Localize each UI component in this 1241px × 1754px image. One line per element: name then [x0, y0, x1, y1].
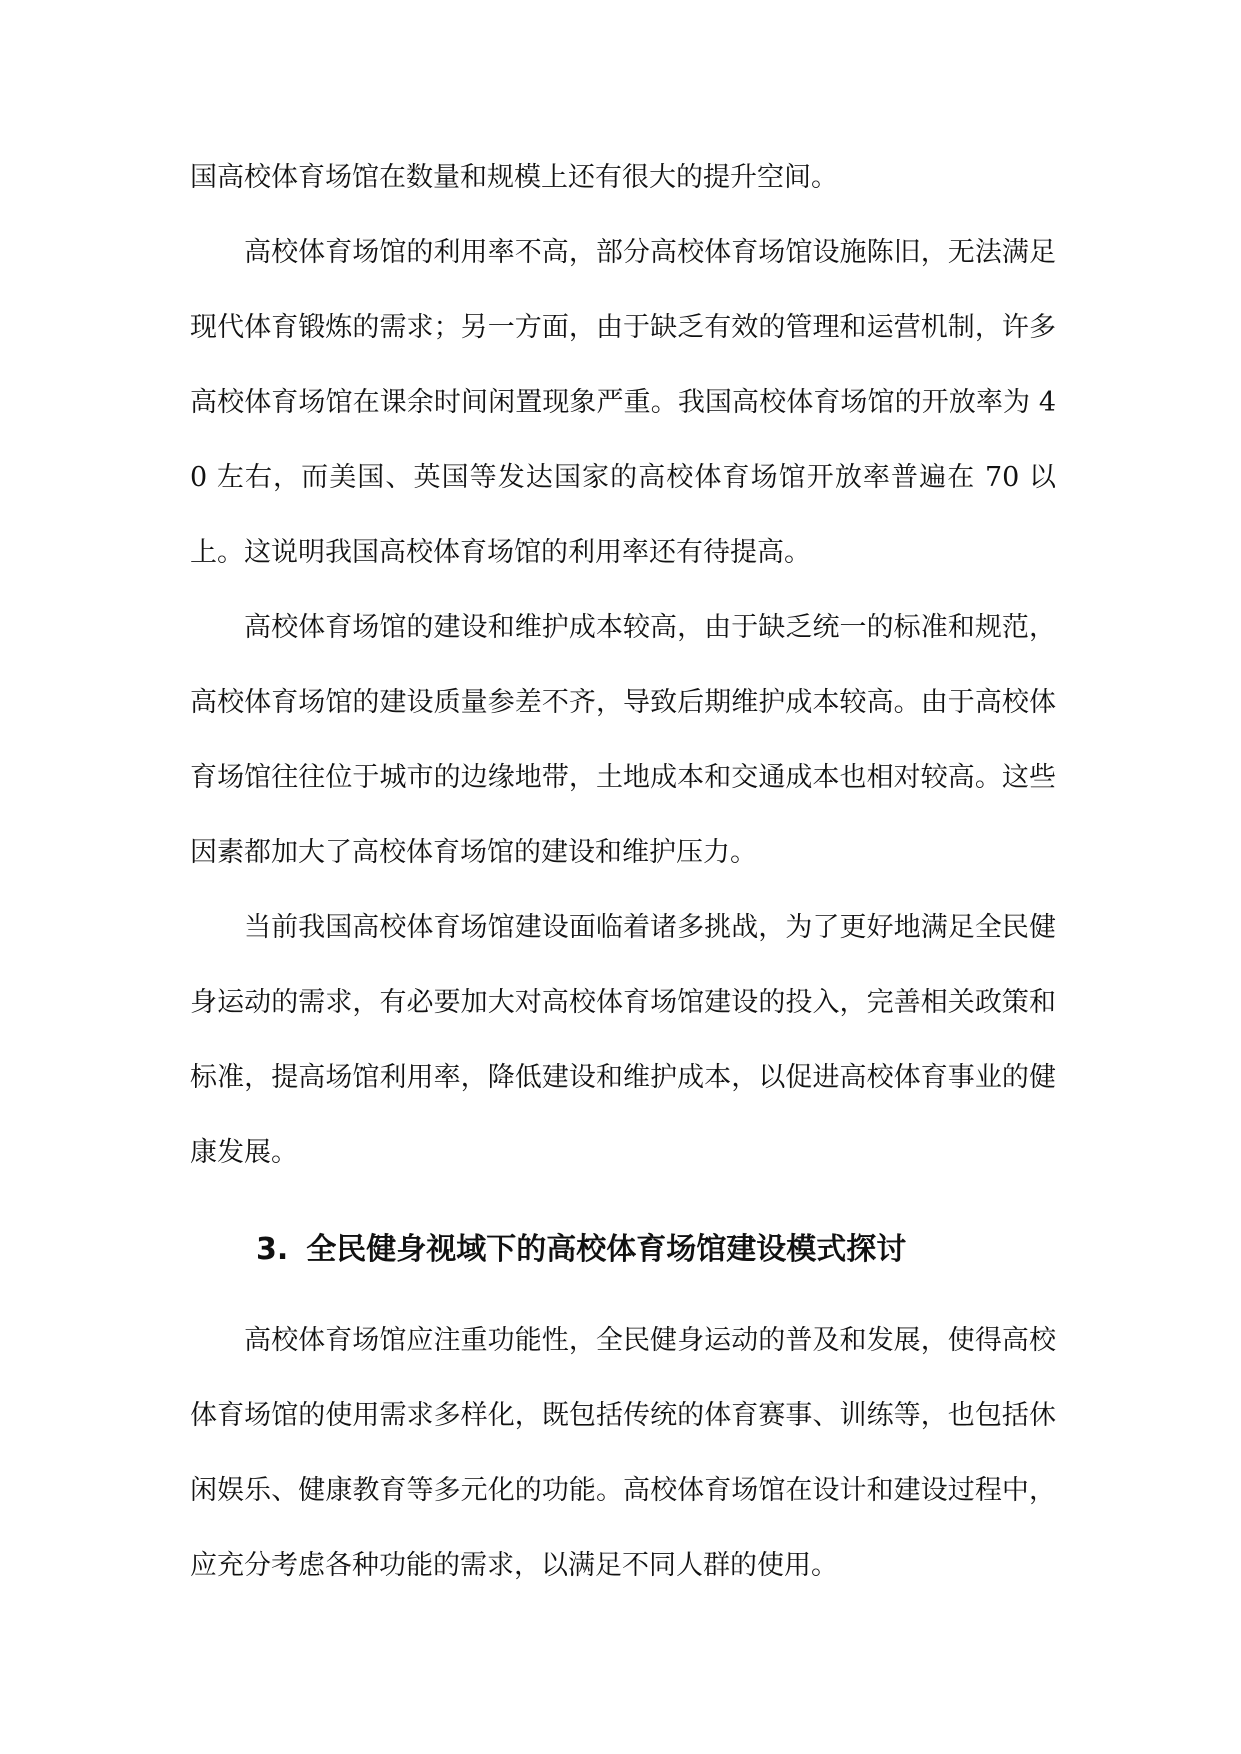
section-title: 全民健身视域下的高校体育场馆建设模式探讨	[306, 1232, 907, 1267]
paragraph-challenges: 当前我国高校体育场馆建设面临着诸多挑战，为了更好地满足全民健身运动的需求，有必要加大对高校体育场馆建设的投入，完善相关政策和标准，提高场馆利用率，降低建设和维护成本，以促进高校体育事业的健康发展。	[190, 912, 1056, 1168]
paragraph-utilization: 高校体育场馆的利用率不高，部分高校体育场馆设施陈旧，无法满足现代体育锻炼的需求；另一方面，由于缺乏有效的管理和运营机制，许多高校体育场馆在课余时间闲置现象严重。我国高校体育场馆的开放率为 40 左右，而美国、英国等发达国家的高校体育场馆开放率普遍在 70 以上。这说明我国高校体育场馆的利用率还有待提高。	[190, 237, 1056, 568]
paragraph-cost: 高校体育场馆的建设和维护成本较高，由于缺乏统一的标准和规范，高校体育场馆的建设质量参差不齐，导致后期维护成本较高。由于高校体育场馆往往位于城市的边缘地带，土地成本和交通成本也相对较高。这些因素都加大了高校体育场馆的建设和维护压力。	[190, 612, 1056, 868]
document-body	[190, 140, 1056, 1603]
paragraph-continuation: 国高校体育场馆在数量和规模上还有很大的提升空间。	[190, 162, 838, 193]
section-heading	[190, 1212, 1056, 1287]
section-number: 3.	[256, 1232, 289, 1267]
paragraph-functionality: 高校体育场馆应注重功能性，全民健身运动的普及和发展，使得高校体育场馆的使用需求多样化，既包括传统的体育赛事、训练等，也包括休闲娱乐、健康教育等多元化的功能。高校体育场馆在设计和建设过程中，应充分考虑各种功能的需求，以满足不同人群的使用。	[190, 1325, 1056, 1581]
